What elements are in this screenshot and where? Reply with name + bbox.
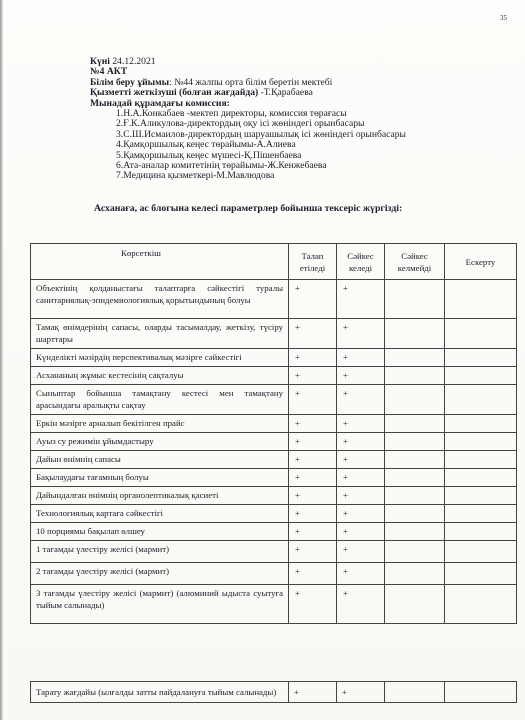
- commission-member: 4.Қамқоршылық кеңес төрайымы-А.Алиева: [116, 139, 296, 151]
- criterion-cell: Тарату жағдайы (ылғалды затты пайдалануға тыйым салынады): [31, 682, 289, 703]
- commission-member: 1.Н.А.Конкабаев -мектеп директоры, комиссия төрағасы: [116, 108, 347, 120]
- continuation-table: [30, 681, 517, 703]
- criterion-cell: Дайындалған өнімнің органолептикалық қасиеті: [31, 487, 289, 505]
- commission-member: 6.Ата-аналар комитетінің төрайымы-Ж.Кенжебаева: [116, 160, 327, 172]
- commission-member: 3.С.Ш.Исмаилов-директордың шаруашылық ісі жөніндегі орынбасары: [116, 128, 407, 140]
- not-matches-cell: [385, 505, 445, 523]
- table-row: [31, 367, 517, 385]
- note-cell: [445, 433, 517, 451]
- date-label: Күні: [90, 56, 110, 67]
- not-matches-cell: [385, 487, 445, 505]
- table-header-row: [31, 244, 517, 280]
- matches-cell: +: [337, 585, 385, 624]
- table-row: [31, 563, 517, 585]
- required-cell: +: [289, 433, 337, 451]
- criterion-cell: Объектінің қолданыстағы талаптарға сәйкестігі туралы санитариялық-эпидемиологиялық қорытындының болуы: [31, 280, 289, 319]
- not-matches-cell: [385, 280, 445, 319]
- matches-cell: +: [337, 433, 385, 451]
- criterion-cell: Ауыз су режимін ұйымдастыру: [31, 433, 289, 451]
- matches-cell: +: [337, 541, 385, 563]
- inspection-table: [30, 243, 517, 624]
- section-title: Асханаға, ас блогына келесі параметрлер бойынша тексеріс жүргізді:: [94, 203, 403, 214]
- required-cell: +: [289, 319, 337, 349]
- required-cell: +: [289, 451, 337, 469]
- table-row: [31, 433, 517, 451]
- organization-label: Білім беру ұйымы: [90, 76, 170, 88]
- note-cell: [445, 349, 517, 367]
- scan-edge-shadow: [0, 0, 3, 720]
- table-row: [31, 319, 517, 349]
- note-cell: [445, 451, 517, 469]
- note-cell: [445, 487, 517, 505]
- matches-cell: +: [337, 469, 385, 487]
- table-row: [31, 505, 517, 523]
- criterion-cell: Технологиялық картаға сәйкестігі: [31, 505, 289, 523]
- required-cell: +: [289, 523, 337, 541]
- note-cell: [445, 415, 517, 433]
- table-row: [31, 541, 517, 563]
- date-value: 24.12.2021: [112, 56, 156, 67]
- table-row: [31, 682, 517, 703]
- commission-label: Мынадай құрамдағы комиссия:: [90, 97, 230, 109]
- note-cell: [445, 469, 517, 487]
- table-row: [31, 349, 517, 367]
- matches-cell: +: [337, 682, 385, 703]
- not-matches-cell: [385, 415, 445, 433]
- not-matches-cell: [385, 469, 445, 487]
- not-matches-cell: [385, 385, 445, 415]
- required-cell: +: [289, 415, 337, 433]
- matches-cell: +: [337, 563, 385, 585]
- not-matches-cell: [385, 349, 445, 367]
- required-cell: +: [289, 505, 337, 523]
- note-cell: [445, 563, 517, 585]
- criterion-cell: Дайын өнімнің сапасы: [31, 451, 289, 469]
- table-row: [31, 523, 517, 541]
- required-cell: +: [289, 541, 337, 563]
- header-not-matches: Сәйкес келмейді: [385, 244, 445, 280]
- required-cell: +: [289, 349, 337, 367]
- header-note: Ескерту: [445, 244, 517, 280]
- not-matches-cell: [385, 433, 445, 451]
- note-cell: [445, 385, 517, 415]
- not-matches-cell: [385, 523, 445, 541]
- criterion-cell: Асхананың жұмыс кестесінің сақталуы: [31, 367, 289, 385]
- page-corner-mark: 35: [500, 14, 507, 22]
- not-matches-cell: [385, 367, 445, 385]
- criterion-cell: 3 тағамды үлестіру желісі (мармит) (алюминий ыдыста суытуға тыйым салынады): [31, 585, 289, 624]
- header-indicator: Көрсеткіш: [31, 244, 289, 280]
- commission-members: [90, 109, 510, 182]
- note-cell: [445, 585, 517, 624]
- criterion-cell: Тамақ өнімдерінің сапасы, оларды тасымалдау, жеткізу, түсіру шарттары: [31, 319, 289, 349]
- note-cell: [445, 523, 517, 541]
- table-body: [31, 280, 517, 624]
- criterion-cell: Күнделікті мәзірдің перспективалық мәзірге сәйкестігі: [31, 349, 289, 367]
- organization-value: : №44 жалпы орта білім беретін мектебі: [169, 76, 333, 88]
- commission-member: 5.Қамқоршылық кеңес мүшесі-Қ.Пішенбаева: [116, 149, 302, 161]
- matches-cell: +: [337, 505, 385, 523]
- note-cell: [445, 505, 517, 523]
- matches-cell: +: [337, 385, 385, 415]
- table-row: [31, 585, 517, 624]
- header-required: Талап етіледі: [289, 244, 337, 280]
- note-cell: [445, 367, 517, 385]
- not-matches-cell: [385, 319, 445, 349]
- matches-cell: +: [337, 367, 385, 385]
- required-cell: +: [289, 469, 337, 487]
- criterion-cell: 10 порциямы бақылап өлшеу: [31, 523, 289, 541]
- criterion-cell: Бақылаудағы тағамның болуы: [31, 469, 289, 487]
- criterion-cell: 1 тағамды үлестіру желісі (мармит): [31, 541, 289, 563]
- required-cell: +: [289, 487, 337, 505]
- table-row: [31, 451, 517, 469]
- matches-cell: +: [337, 451, 385, 469]
- supplier-label: Қызметті жеткізуші (болған жағдайда): [90, 87, 259, 99]
- matches-cell: +: [337, 349, 385, 367]
- required-cell: +: [289, 585, 337, 624]
- commission-member: 7.Медицина қызметкері-М.Мавлюдова: [116, 170, 275, 182]
- required-cell: +: [289, 385, 337, 415]
- note-cell: [445, 319, 517, 349]
- criterion-cell: Еркін мәзірге арналып бекітілген прайс: [31, 415, 289, 433]
- table-row: [31, 415, 517, 433]
- table-row: [31, 280, 517, 319]
- required-cell: +: [289, 563, 337, 585]
- not-matches-cell: [385, 585, 445, 624]
- not-matches-cell: [385, 451, 445, 469]
- commission-member: 2.Ғ.К.Аликулова-директордың оқу ісі жөніндегі орынбасары: [116, 118, 365, 130]
- matches-cell: +: [337, 487, 385, 505]
- table-row: [31, 469, 517, 487]
- table-row: [31, 487, 517, 505]
- not-matches-cell: [385, 563, 445, 585]
- note-cell: [445, 280, 517, 319]
- required-cell: +: [289, 280, 337, 319]
- criterion-cell: 2 тағамды үлестіру желісі (мармит): [31, 563, 289, 585]
- header-matches: Сәйкес келеді: [337, 244, 385, 280]
- matches-cell: +: [337, 523, 385, 541]
- act-header: [90, 57, 510, 182]
- supplier-value: -Т.Қарабаева: [258, 87, 313, 99]
- not-matches-cell: [385, 541, 445, 563]
- required-cell: +: [289, 367, 337, 385]
- date-line: [90, 57, 510, 67]
- table-row: [31, 385, 517, 415]
- note-cell: [445, 541, 517, 563]
- matches-cell: +: [337, 280, 385, 319]
- criterion-cell: Сыныптар бойынша тамақтану кестесі мен тамақтану арасындағы аралықты сақтау: [31, 385, 289, 415]
- matches-cell: +: [337, 415, 385, 433]
- matches-cell: +: [337, 319, 385, 349]
- act-number: №4 АКТ: [90, 66, 128, 78]
- not-matches-cell: [385, 682, 445, 703]
- required-cell: +: [289, 682, 337, 703]
- note-cell: [445, 682, 517, 703]
